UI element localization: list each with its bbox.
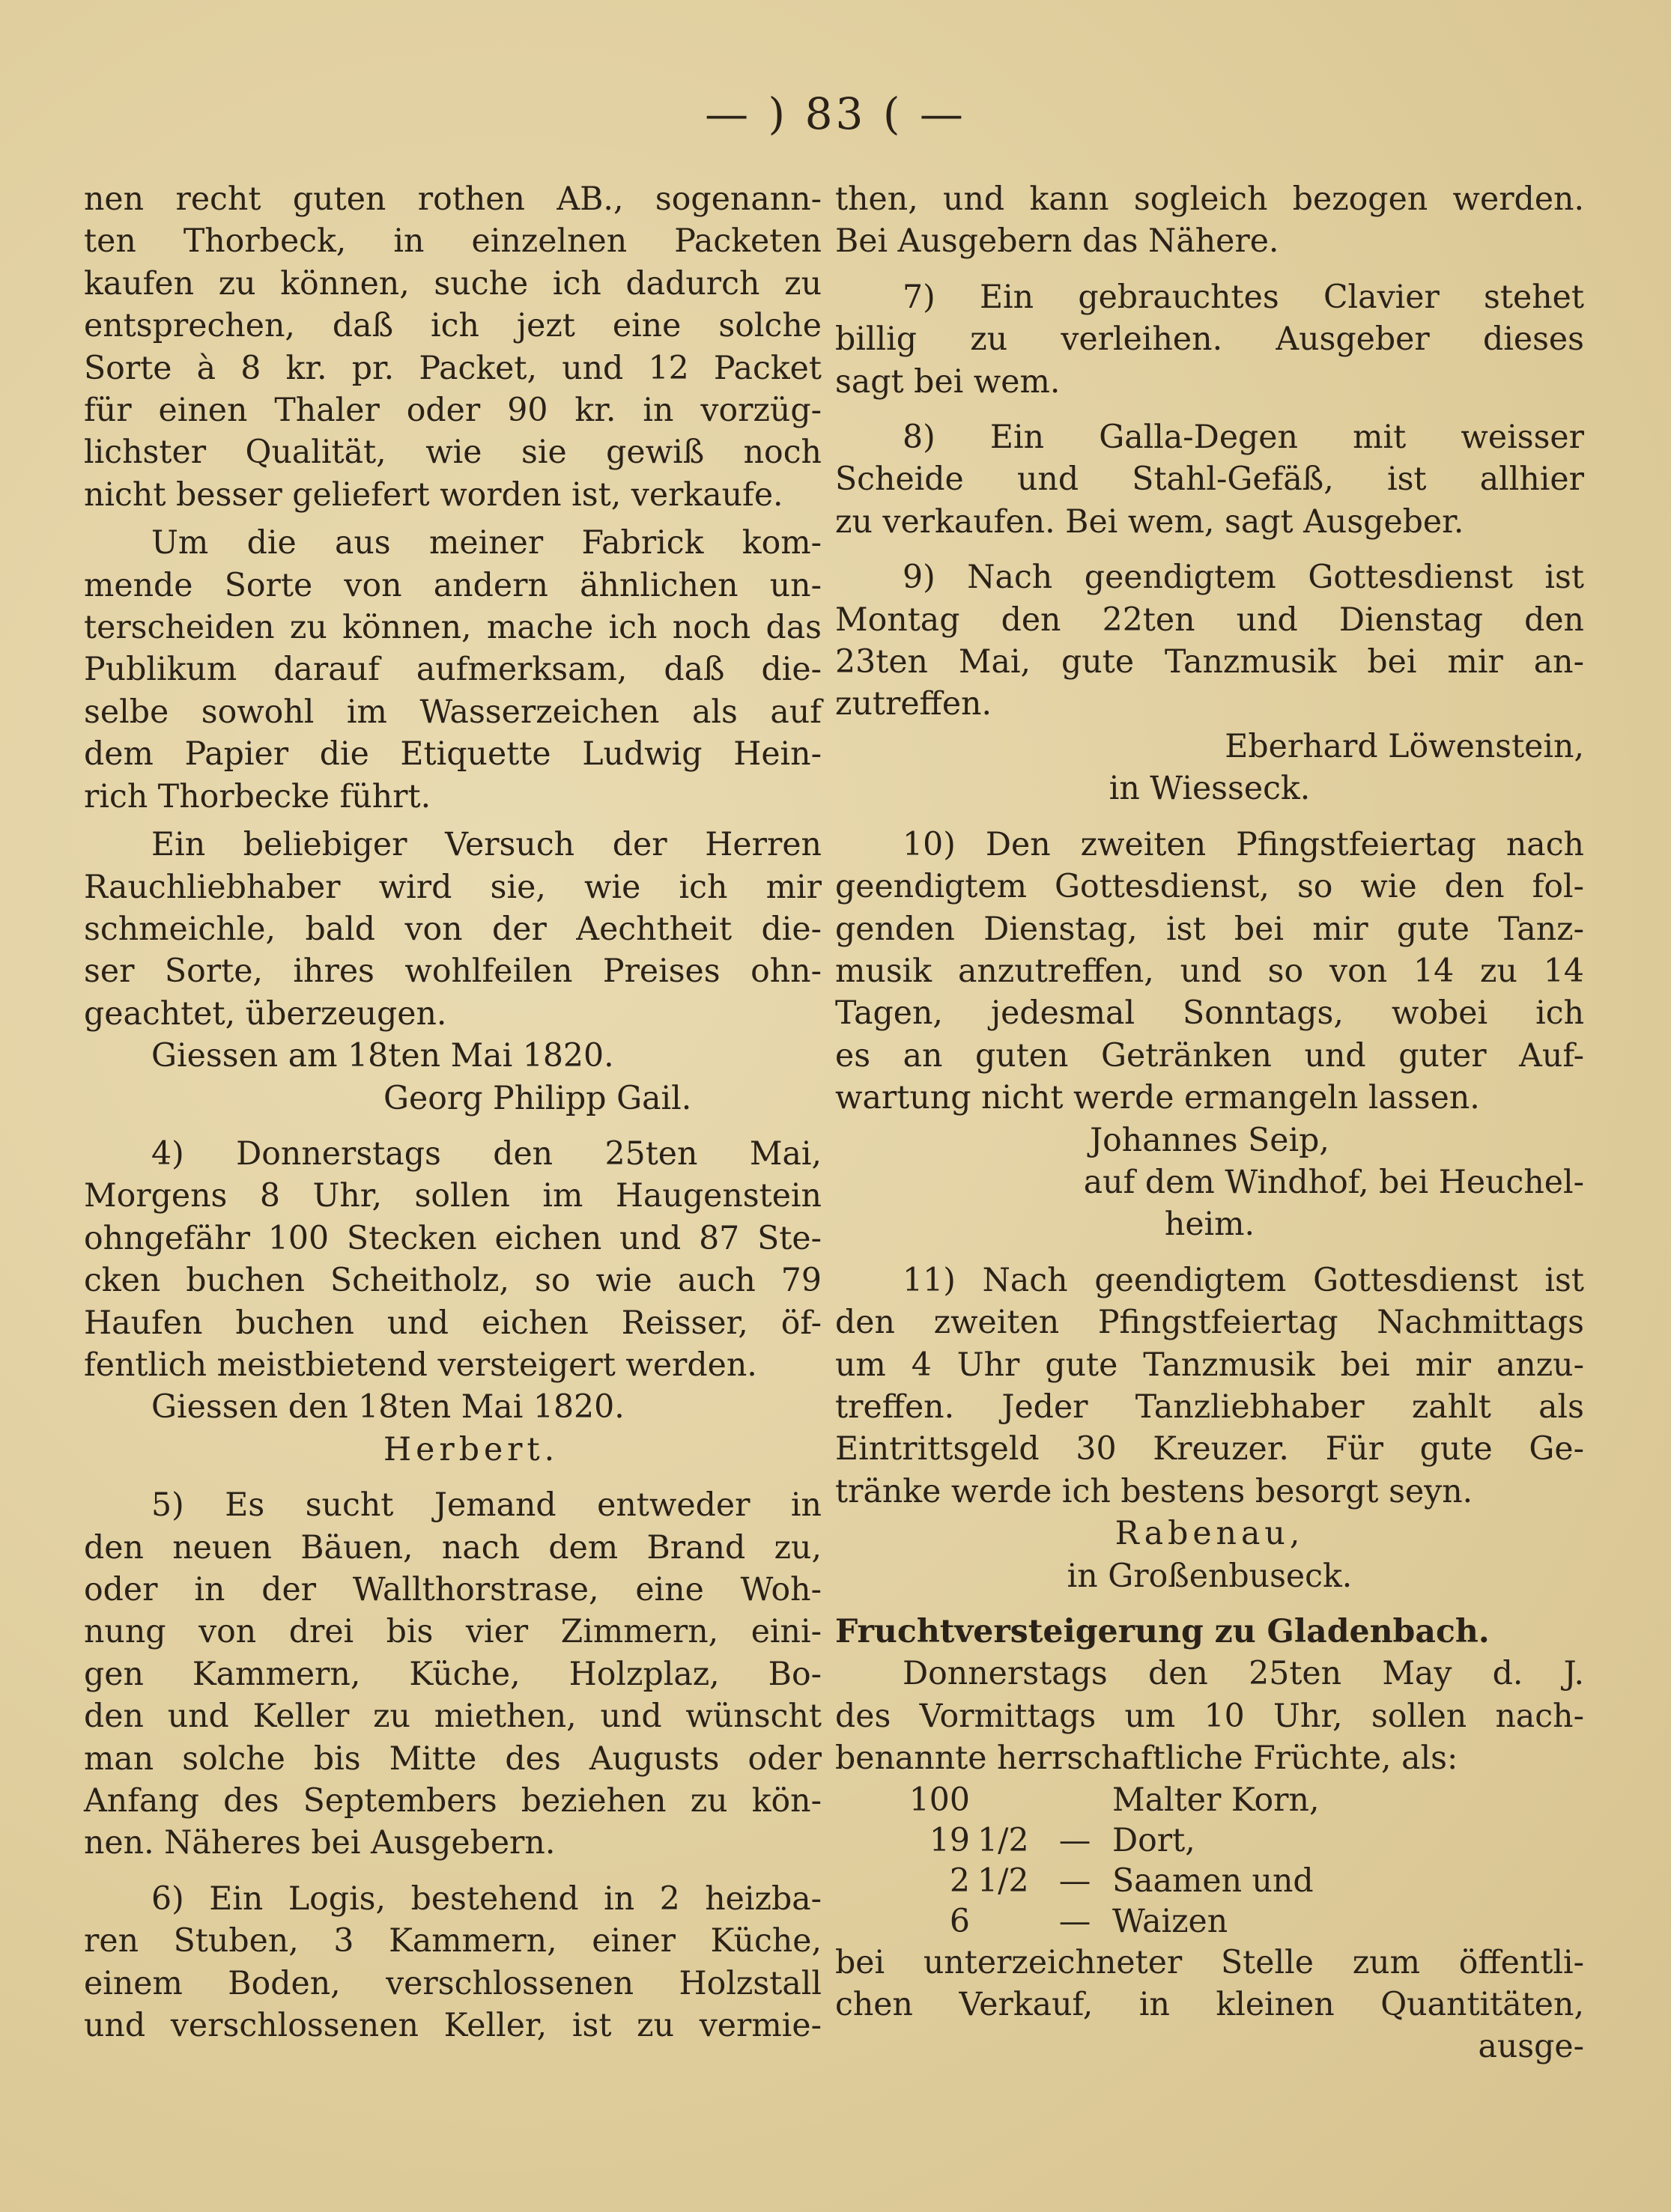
- text-line: Scheide und Stahl-Gefäß, ist allhier: [835, 461, 1584, 499]
- grain-dash: —: [1058, 1902, 1091, 1940]
- text-line: 9) Nach geendigtem Gottesdienst ist: [903, 559, 1584, 597]
- grain-name: Dort,: [1112, 1821, 1195, 1859]
- place-date: Giessen den 18ten Mai 1820.: [151, 1388, 625, 1426]
- text-line: Donnerstags den 25ten May d. J.: [903, 1655, 1584, 1693]
- text-line: terscheiden zu können, mache ich noch das: [84, 609, 822, 647]
- text-line: musik anzutreffen, und so von 14 zu 14: [835, 952, 1584, 990]
- ad-5-apartment-wanted: [84, 1484, 822, 1865]
- text-line: kaufen zu können, suche ich dadurch zu: [84, 264, 822, 303]
- text-line: des Vormittags um 10 Uhr, sollen nach-: [835, 1697, 1584, 1735]
- text-line: für einen Thaler oder 90 kr. in vorzüg-: [84, 392, 822, 430]
- text-line: fentlich meistbietend versteigert werden.: [84, 1346, 757, 1384]
- text-line: ren Stuben, 3 Kammern, einer Küche,: [84, 1922, 822, 1960]
- text-line: 11) Nach geendigtem Gottesdienst ist: [903, 1261, 1584, 1299]
- grain-fraction: 1/2: [977, 1862, 1029, 1900]
- ad-6-lodging: [84, 1878, 822, 2047]
- grain-name: Malter Korn,: [1112, 1781, 1320, 1819]
- text-line: Ein beliebiger Versuch der Herren: [151, 826, 822, 864]
- text-line: man solche bis Mitte des Augusts oder: [84, 1739, 822, 1778]
- text-line: Rauchliebhaber wird sie, wie ich mir: [84, 868, 822, 906]
- text-line: nen recht guten rothen AB., sogenann-: [84, 180, 822, 218]
- ad-7-clavier: [835, 276, 1584, 403]
- catchword: ausge-: [1478, 2028, 1584, 2066]
- section-heading: Fruchtversteigerung zu Gladenbach.: [835, 1613, 1490, 1650]
- grain-dash: [1037, 1780, 1112, 1820]
- text-line: nen. Näheres bei Ausgebern.: [84, 1824, 556, 1862]
- signature: Georg Philipp Gail.: [383, 1079, 692, 1117]
- text-line: rich Thorbecke führt.: [84, 777, 431, 815]
- grain-qty: 6: [949, 1902, 970, 1940]
- text-line: mende Sorte von andern ähnlichen un-: [84, 566, 822, 604]
- text-line: Bei Ausgebern das Nähere.: [835, 222, 1279, 261]
- text-line: billig zu verleihen. Ausgeber dieses: [835, 320, 1584, 359]
- text-line: oder in der Wallthorstrase, eine Woh-: [84, 1571, 822, 1608]
- signature-place: auf dem Windhof, bei Heuchel-: [1083, 1163, 1584, 1201]
- text-line: ser Sorte, ihres wohlfeilen Preises ohn-: [84, 952, 822, 991]
- grain-fraction: [977, 1780, 1037, 1820]
- grain-dash: —: [1058, 1821, 1091, 1859]
- ad-11-dance-music: [835, 1260, 1584, 1597]
- right-column: [835, 178, 1584, 2068]
- text-line: 10) Den zweiten Pfingstfeiertag nach: [903, 825, 1584, 863]
- signature: Rabenau,: [1114, 1515, 1305, 1553]
- text-line: nung von drei bis vier Zimmern, eini-: [84, 1613, 822, 1651]
- ad-cigar: [84, 178, 822, 1119]
- text-line: Haufen buchen und eichen Reisser, öf-: [84, 1304, 822, 1342]
- text-line: chen Verkauf, in kleinen Quantitäten,: [835, 1986, 1584, 2024]
- text-line: cken buchen Scheitholz, so wie auch 79: [84, 1262, 822, 1300]
- signature-place: in Großenbuseck.: [1067, 1557, 1353, 1595]
- text-line: Montag den 22ten und Dienstag den: [835, 601, 1584, 639]
- text-line: zu verkaufen. Bei wem, sagt Ausgeber.: [835, 502, 1464, 541]
- text-line: Sorte à 8 kr. pr. Packet, und 12 Packet: [84, 349, 822, 387]
- text-line: benannte herrschaftliche Früchte, als:: [835, 1739, 1458, 1778]
- text-line: und verschlossenen Keller, ist zu vermie-: [84, 2007, 822, 2045]
- signature-place: in Wiesseck.: [1109, 770, 1311, 808]
- text-line: den neuen Bäuen, nach dem Brand zu,: [84, 1528, 822, 1567]
- signature: Johannes Seip,: [1090, 1121, 1329, 1159]
- ad-10-dance-music: [835, 824, 1584, 1246]
- text-line: nicht besser geliefert worden ist, verkaufe.: [84, 475, 783, 514]
- text-line: sagt bei wem.: [835, 362, 1061, 401]
- grain-name: Waizen: [1112, 1902, 1228, 1940]
- text-line: zutreffen.: [835, 685, 992, 723]
- signature: Herbert.: [383, 1430, 559, 1468]
- text-line: Um die aus meiner Fabrick kom-: [151, 524, 822, 562]
- grain-fraction: [977, 1901, 1037, 1942]
- grain-auction: [835, 1611, 1584, 2068]
- text-line: um 4 Uhr gute Tanzmusik bei mir anzu-: [835, 1346, 1584, 1384]
- text-line: Tagen, jedesmal Sonntags, wobei ich: [835, 994, 1584, 1033]
- text-line: 4) Donnerstags den 25ten Mai,: [151, 1134, 822, 1173]
- signature-place: heim.: [1164, 1206, 1255, 1244]
- text-line: einem Boden, verschlossenen Holzstall: [84, 1964, 822, 2002]
- text-line: genden Dienstag, ist bei mir gute Tanz-: [835, 910, 1584, 948]
- text-line: treffen. Jeder Tanzliebhaber zahlt als: [835, 1388, 1584, 1426]
- text-line: then, und kann sogleich bezogen werden.: [835, 180, 1584, 218]
- text-line: selbe sowohl im Wasserzeichen als auf: [84, 693, 822, 731]
- text-line: schmeichle, bald von der Aechtheit die-: [84, 910, 822, 948]
- left-column: [84, 178, 822, 2047]
- text-line: es an guten Getränken und guter Auf-: [835, 1036, 1584, 1075]
- text-line: 6) Ein Logis, bestehend in 2 heizba-: [151, 1880, 822, 1918]
- text-line: entsprechen, daß ich jezt eine solche: [84, 307, 822, 345]
- text-line: bei unterzeichneter Stelle zum öffentli-: [835, 1943, 1584, 1981]
- text-line: geachtet, überzeugen.: [84, 994, 447, 1033]
- text-line: den und Keller zu miethen, und wünscht: [84, 1698, 822, 1736]
- page-number-header: — ) 83 ( —: [705, 88, 966, 139]
- text-line: wartung nicht werde ermangeln lassen.: [835, 1079, 1480, 1117]
- text-line: Morgens 8 Uhr, sollen im Haugenstein: [84, 1177, 822, 1215]
- text-line: Anfang des Septembers beziehen zu kön-: [84, 1782, 822, 1820]
- grain-dash: —: [1058, 1862, 1091, 1900]
- text-line: 5) Es sucht Jemand entweder in: [151, 1486, 822, 1525]
- grain-qty: 2: [949, 1862, 970, 1900]
- text-line: 23ten Mai, gute Tanzmusik bei mir an-: [835, 643, 1584, 681]
- text-line: Eintrittsgeld 30 Kreuzer. Für gute Ge-: [835, 1430, 1584, 1468]
- text-line: geendigtem Gottesdienst, so wie den fol-: [835, 868, 1584, 906]
- text-line: tränke werde ich bestens besorgt seyn.: [835, 1472, 1473, 1510]
- grain-qty: 100: [909, 1781, 970, 1819]
- ad-4-wood-auction: [84, 1133, 822, 1471]
- text-line: den zweiten Pfingstfeiertag Nachmittags: [835, 1304, 1584, 1342]
- text-line: ohngefähr 100 Stecken eichen und 87 Ste-: [84, 1219, 822, 1257]
- place-date: Giessen am 18ten Mai 1820.: [151, 1037, 614, 1075]
- text-line: 7) Ein gebrauchtes Clavier stehet: [903, 278, 1584, 316]
- text-line: 8) Ein Galla-Degen mit weisser: [903, 419, 1584, 457]
- grain-name: Saamen und: [1112, 1862, 1314, 1900]
- text-line: dem Papier die Etiquette Ludwig Hein-: [84, 735, 822, 774]
- text-line: lichster Qualität, wie sie gewiß noch: [84, 434, 822, 472]
- grain-qty: 19: [929, 1821, 970, 1859]
- text-line: ten Thorbeck, in einzelnen Packeten: [84, 222, 822, 261]
- grain-fraction: 1/2: [977, 1821, 1029, 1859]
- grain-items-table: [895, 1780, 1584, 1942]
- ad-6-continued: [835, 178, 1584, 263]
- text-line: gen Kammern, Küche, Holzplaz, Bo-: [84, 1655, 822, 1693]
- ad-8-sword: [835, 416, 1584, 543]
- signature: Eberhard Löwenstein,: [1225, 727, 1584, 765]
- ad-9-dance-music: [835, 556, 1584, 809]
- text-line: Publikum darauf aufmerksam, daß die-: [84, 651, 822, 689]
